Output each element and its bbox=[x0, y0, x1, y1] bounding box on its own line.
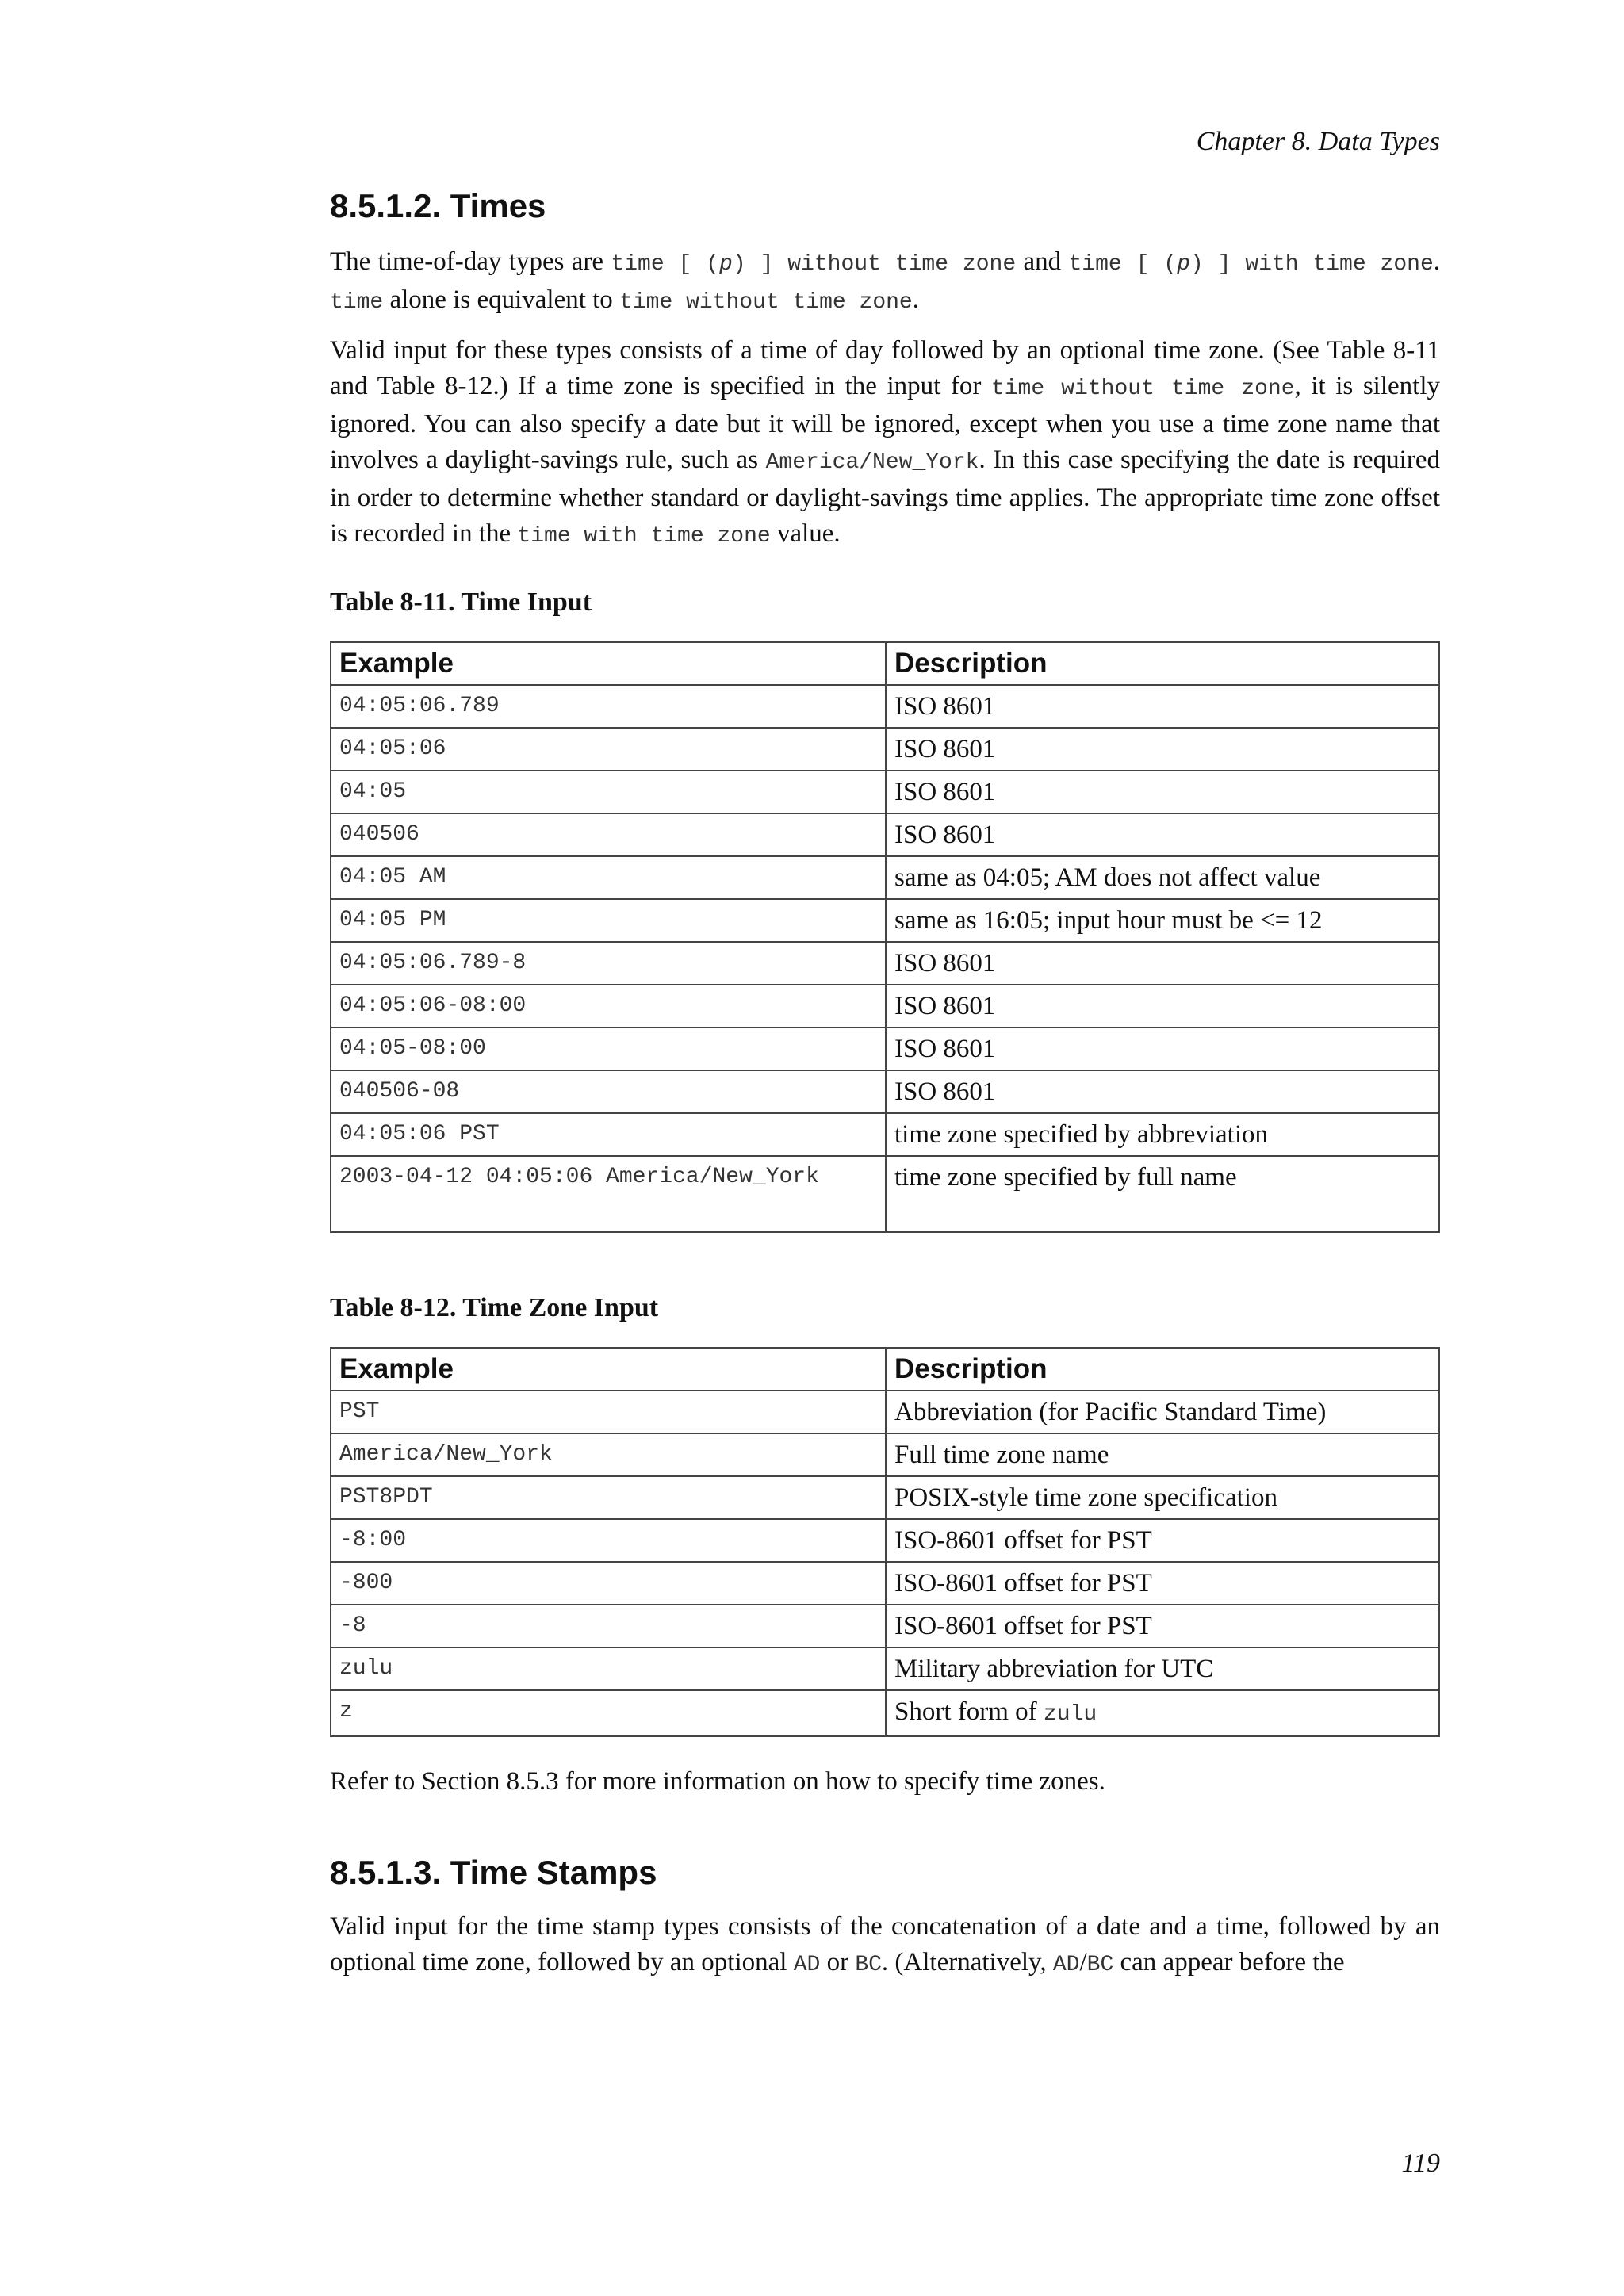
description-cell: ISO-8601 offset for PST bbox=[886, 1519, 1439, 1562]
description-cell: ISO 8601 bbox=[886, 942, 1439, 985]
description-cell: ISO 8601 bbox=[886, 771, 1439, 813]
description-cell: ISO 8601 bbox=[886, 728, 1439, 771]
column-header-example: Example bbox=[331, 1348, 886, 1391]
column-header-example: Example bbox=[331, 642, 886, 685]
description-cell: ISO 8601 bbox=[886, 813, 1439, 856]
description-cell: ISO 8601 bbox=[886, 985, 1439, 1027]
time-zone-input-table bbox=[330, 1347, 1440, 1737]
example-cell: PST bbox=[331, 1391, 886, 1433]
example-cell: 04:05 bbox=[331, 771, 886, 813]
example-cell: -8:00 bbox=[331, 1519, 886, 1562]
table-row bbox=[331, 1476, 1439, 1519]
table-row bbox=[331, 1113, 1439, 1156]
description-cell: same as 04:05; AM does not affect value bbox=[886, 856, 1439, 899]
times-intro-paragraph: The time-of-day types are time [ (p) ] without time zone and time [ (p) ] with time zone. time alone is equivalent to time without time zone. bbox=[330, 247, 1441, 315]
description-cell: time zone specified by abbreviation bbox=[886, 1113, 1439, 1156]
column-header-description: Description bbox=[886, 642, 1439, 685]
table-row bbox=[331, 1605, 1439, 1647]
description-cell: Full time zone name bbox=[886, 1433, 1439, 1476]
times-input-paragraph: Valid input for these types consists of a time of day followed by an optional time zone. (See Table 8-11 and Table 8-12.) If a time zone is specified in the input for time without time zone, it is silently ignored. You can also specify a date but it will be ignored, except when you use a time zone name that involves a daylight-savings rule, such as America/New_York. In this case specifying the date is required in order to determine whether standard or daylight-savings time applies. The appropriate time zone offset is recorded in the time with time zone value. bbox=[330, 336, 1440, 549]
example-cell: 040506-08 bbox=[331, 1070, 886, 1113]
table-row bbox=[331, 1647, 1439, 1690]
example-cell: 04:05:06 bbox=[331, 728, 886, 771]
table-caption-time-input: Table 8-11. Time Input bbox=[330, 587, 592, 617]
table-row bbox=[331, 1690, 1439, 1736]
refer-paragraph: Refer to Section 8.5.3 for more information on how to specify time zones. bbox=[330, 1767, 1105, 1796]
table-row bbox=[331, 899, 1439, 942]
example-cell: z bbox=[331, 1690, 886, 1736]
table-header-row bbox=[331, 1348, 1439, 1391]
table-row bbox=[331, 1433, 1439, 1476]
table-row bbox=[331, 942, 1439, 985]
description-cell: ISO 8601 bbox=[886, 1070, 1439, 1113]
table-row bbox=[331, 813, 1439, 856]
example-cell: 04:05 AM bbox=[331, 856, 886, 899]
example-cell: -800 bbox=[331, 1562, 886, 1605]
description-cell: Abbreviation (for Pacific Standard Time) bbox=[886, 1391, 1439, 1433]
table-row bbox=[331, 985, 1439, 1027]
table-row bbox=[331, 685, 1439, 728]
table-row bbox=[331, 1391, 1439, 1433]
table-row bbox=[331, 1562, 1439, 1605]
table-row bbox=[331, 856, 1439, 899]
time-stamps-paragraph: Valid input for the time stamp types consists of the concatenation of a date and a time, followed by an optional time zone, followed by an optional AD or BC. (Alternatively, AD/BC can appear before the bbox=[330, 1912, 1440, 1977]
table-row bbox=[331, 1070, 1439, 1113]
column-header-description: Description bbox=[886, 1348, 1439, 1391]
description-cell: ISO-8601 offset for PST bbox=[886, 1605, 1439, 1647]
running-header: Chapter 8. Data Types bbox=[1196, 127, 1440, 156]
description-cell: Short form of zulu bbox=[886, 1690, 1439, 1736]
description-cell: ISO-8601 offset for PST bbox=[886, 1562, 1439, 1605]
description-cell: same as 16:05; input hour must be <= 12 bbox=[886, 899, 1439, 942]
description-cell: ISO 8601 bbox=[886, 1027, 1439, 1070]
table-row bbox=[331, 1519, 1439, 1562]
example-cell: zulu bbox=[331, 1647, 886, 1690]
example-cell: 04:05 PM bbox=[331, 899, 886, 942]
example-cell: 04:05:06-08:00 bbox=[331, 985, 886, 1027]
time-input-table bbox=[330, 641, 1440, 1233]
example-cell: 04:05-08:00 bbox=[331, 1027, 886, 1070]
section-heading-time-stamps: 8.5.1.3. Time Stamps bbox=[330, 1854, 657, 1891]
description-cell: ISO 8601 bbox=[886, 685, 1439, 728]
table-caption-time-zone-input: Table 8-12. Time Zone Input bbox=[330, 1293, 659, 1322]
example-cell: PST8PDT bbox=[331, 1476, 886, 1519]
table-row bbox=[331, 771, 1439, 813]
description-cell: Military abbreviation for UTC bbox=[886, 1647, 1439, 1690]
page-content bbox=[330, 187, 1440, 1983]
example-cell: America/New_York bbox=[331, 1433, 886, 1476]
table-row bbox=[331, 1027, 1439, 1070]
section-heading-times: 8.5.1.2. Times bbox=[330, 187, 546, 224]
example-cell: -8 bbox=[331, 1605, 886, 1647]
example-cell: 04:05:06 PST bbox=[331, 1113, 886, 1156]
page-number: 119 bbox=[1401, 2149, 1440, 2178]
example-cell: 04:05:06.789-8 bbox=[331, 942, 886, 985]
table-row bbox=[331, 1156, 1439, 1232]
description-cell: POSIX-style time zone specification bbox=[886, 1476, 1439, 1519]
table-header-row bbox=[331, 642, 1439, 685]
example-cell: 040506 bbox=[331, 813, 886, 856]
example-cell: 2003-04-12 04:05:06 America/New_York bbox=[331, 1156, 886, 1232]
table-row bbox=[331, 728, 1439, 771]
example-cell: 04:05:06.789 bbox=[331, 685, 886, 728]
description-cell: time zone specified by full name bbox=[886, 1156, 1439, 1232]
